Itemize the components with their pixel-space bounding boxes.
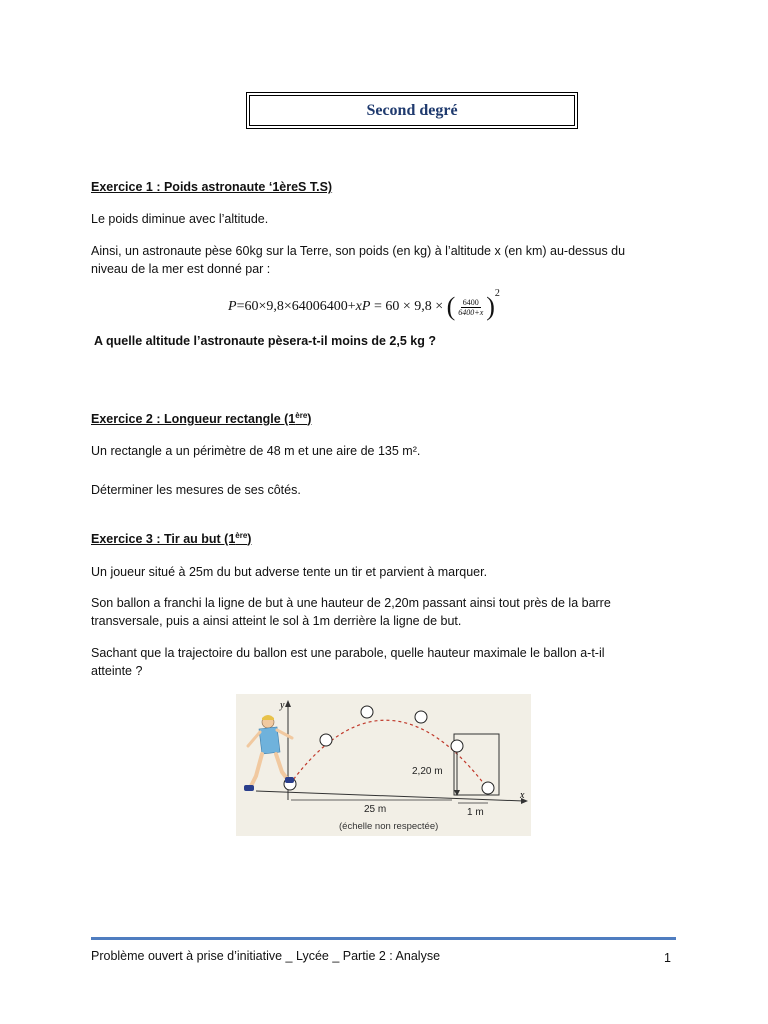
close-paren: ): [486, 292, 495, 321]
ex1-heading: Exercice 1 : Poids astronaute ‘1èreS T.S): [91, 180, 333, 194]
formula-eq: = 60 × 9,8 ×: [370, 299, 447, 314]
ball-icon: [320, 734, 332, 746]
y-axis-label: y: [280, 700, 285, 711]
ex3-heading-sup: ère: [235, 531, 248, 540]
penalty-figure: [236, 694, 531, 836]
ex2-heading: [91, 411, 311, 426]
ex3-heading-end: ): [247, 532, 252, 547]
height-label: 2,20 m: [412, 766, 443, 777]
weight-formula: [228, 290, 500, 324]
ball-icon: [361, 706, 373, 718]
formula-lhs: P: [228, 299, 237, 314]
formula-exponent: 2: [494, 288, 500, 299]
x-axis-label: x: [520, 790, 525, 801]
ex1-paragraph-2a: Ainsi, un astronaute pèse 60kg sur la Terre, son poids (en kg) à l’altitude x (en km) au-dessus du: [91, 244, 626, 258]
page-title: Second degré: [366, 101, 458, 119]
ex1-paragraph-1: Le poids diminue avec l’altitude.: [91, 212, 269, 226]
formula-text1: =60×9,8×64006400+: [236, 299, 356, 314]
ex1-paragraph-2b: niveau de la mer est donné par :: [91, 262, 271, 276]
title-box: [246, 92, 578, 129]
formula-x: x: [355, 299, 362, 314]
ex2-paragraph-1: Un rectangle a un périmètre de 48 m et une aire de 135 m².: [91, 444, 421, 458]
formula-fraction: [456, 298, 485, 317]
ex3-paragraph-2a: Son ballon a franchi la ligne de but à une hauteur de 2,20m passant ainsi tout près de la barre: [91, 596, 611, 610]
page-number: 1: [664, 951, 671, 965]
ex3-heading: [91, 531, 251, 546]
ex2-paragraph-2: Déterminer les mesures de ses côtés.: [91, 483, 301, 497]
fraction-denominator: 6400+x: [458, 307, 484, 317]
footer-text: Problème ouvert à prise d’initiative _ Lycée _ Partie 2 : Analyse: [91, 949, 441, 963]
ex2-heading-end: ): [307, 412, 312, 427]
ball-icon: [415, 711, 427, 723]
ex3-heading-main: Exercice 3 : Tir au but (1: [91, 532, 236, 547]
footer-rule: [91, 937, 676, 940]
ex2-heading-sup: ère: [295, 411, 308, 420]
ex1-question: A quelle altitude l’astronaute pèsera-t-il moins de 2,5 kg ?: [94, 334, 436, 348]
ball-icon: [451, 740, 463, 752]
ex3-paragraph-3a: Sachant que la trajectoire du ballon est une parabole, quelle hauteur maximale le ballon a-t-il: [91, 646, 605, 660]
ex3-paragraph-3b: atteinte ?: [91, 664, 143, 678]
ball-icon: [482, 782, 494, 794]
formula-lhs2: P: [361, 299, 371, 314]
figure-svg: [236, 694, 531, 836]
open-paren: (: [446, 292, 456, 321]
fraction-numerator: 6400: [462, 297, 479, 307]
ex3-paragraph-1: Un joueur situé à 25m du but adverse tente un tir et parvient à marquer.: [91, 565, 488, 579]
ex2-heading-main: Exercice 2 : Longueur rectangle (1: [91, 412, 296, 427]
distance-label: 25 m: [364, 804, 387, 815]
behind-label: 1 m: [467, 807, 484, 818]
ex3-paragraph-2b: transversale, puis a ainsi atteint le sol à 1m derrière la ligne de but.: [91, 614, 462, 628]
scale-note: (échelle non respectée): [339, 821, 439, 832]
